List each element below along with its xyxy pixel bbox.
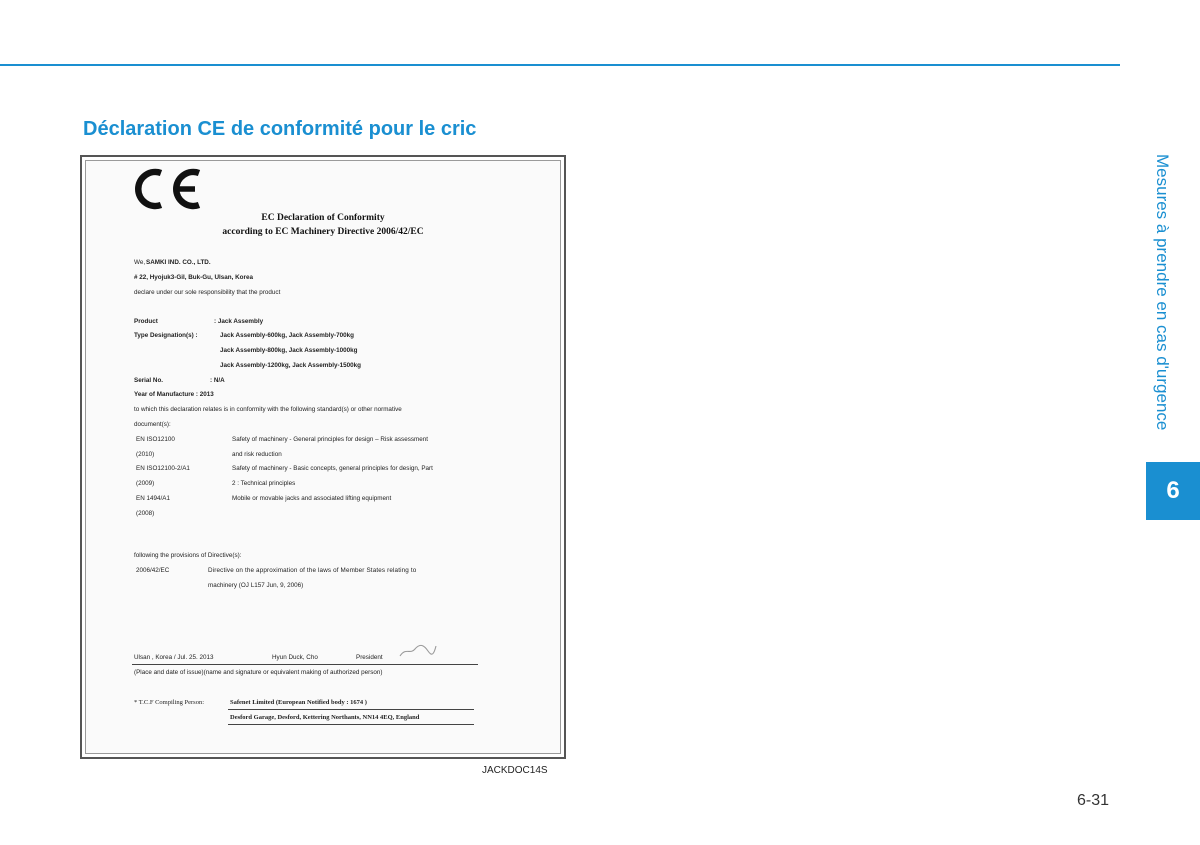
product-value: : Jack Assembly	[214, 318, 264, 325]
signatory-title: President	[356, 654, 383, 661]
conformity-line2: document(s):	[134, 421, 171, 428]
signatory-name: Hyun Duck, Cho	[272, 654, 318, 661]
standard-desc: Safety of machinery - General principles for design – Risk assessment	[232, 436, 428, 443]
page-number: 6-31	[1077, 792, 1110, 809]
tcf-rule1	[228, 709, 474, 710]
standard-year: (2010)	[136, 451, 155, 458]
type-line3: Jack Assembly-1200kg, Jack Assembly-1500kg	[220, 362, 361, 369]
section-title: Déclaration CE de conformité pour le cric	[83, 118, 477, 140]
chapter-side-label: Mesures à prendre en cas d'urgence	[1153, 154, 1172, 431]
type-line1: Jack Assembly-600kg, Jack Assembly-700kg	[220, 332, 354, 339]
standard-year: (2008)	[136, 510, 155, 517]
serial-label: Serial No.	[134, 377, 164, 384]
ce-mark-logo	[134, 164, 208, 214]
type-line2: Jack Assembly-800kg, Jack Assembly-1000kg	[220, 347, 358, 354]
tcf-label: * T.C.F Compiling Person:	[134, 699, 205, 706]
signature-scribble	[398, 643, 438, 659]
standard-desc-cont: 2 : Technical principles	[232, 480, 296, 487]
conformity-line1: to which this declaration relates is in conformity with the following standard(s) or other normative	[134, 406, 402, 413]
standard-code: EN ISO12100-2/A1	[136, 465, 190, 472]
tcf-line1: Safenet Limited (European Notified body : 1674 )	[230, 699, 367, 706]
directive-desc: Directive on the approximation of the laws of Member States relating to	[208, 567, 417, 574]
product-label: Product	[134, 318, 158, 325]
chapter-tab[interactable]: 6	[1146, 462, 1200, 520]
tcf-rule2	[228, 724, 474, 725]
declare-text: declare under our sole responsibility that the product	[134, 289, 281, 296]
standard-desc: Mobile or movable jacks and associated lifting equipment	[232, 495, 392, 502]
declaration-image	[80, 155, 566, 759]
standard-year: (2009)	[136, 480, 155, 487]
company-name: SAMKI IND. CO., LTD.	[146, 259, 211, 266]
provisions-label: following the provisions of Directive(s):	[134, 552, 242, 559]
standard-desc: Safety of machinery - Basic concepts, general principles for design, Part	[232, 465, 433, 472]
declaration-sheet	[85, 160, 561, 754]
we-label: We,	[134, 259, 146, 266]
type-label: Type Designation(s) :	[134, 332, 198, 339]
standard-desc-cont: and risk reduction	[232, 451, 282, 458]
signature-caption: (Place and date of issue)(name and signature or equivalent making of authorized person)	[134, 669, 383, 676]
tcf-line2: Desford Garage, Desford, Kettering Northants, NN14 4EQ, England	[230, 714, 420, 721]
signature-line	[132, 664, 478, 665]
standard-code: EN 1494/A1	[136, 495, 170, 502]
standard-code: EN ISO12100	[136, 436, 175, 443]
figure-code: JACKDOC14S	[482, 765, 548, 776]
signature-place-date: Ulsan , Korea / Jul. 25. 2013	[134, 654, 214, 661]
directive-desc-cont: machinery (OJ L157 Jun, 9, 2006)	[208, 582, 304, 589]
directive-code: 2006/42/EC	[136, 567, 170, 574]
doc-title-line2: according to EC Machinery Directive 2006/42/EC	[222, 227, 424, 237]
year-label: Year of Manufacture : 2013	[134, 391, 214, 398]
header-rule	[0, 64, 1120, 66]
serial-value: : N/A	[210, 377, 225, 384]
doc-title-line1: EC Declaration of Conformity	[261, 213, 385, 223]
company-address: # 22, Hyojuk3-Gil, Buk-Gu, Ulsan, Korea	[134, 274, 253, 281]
